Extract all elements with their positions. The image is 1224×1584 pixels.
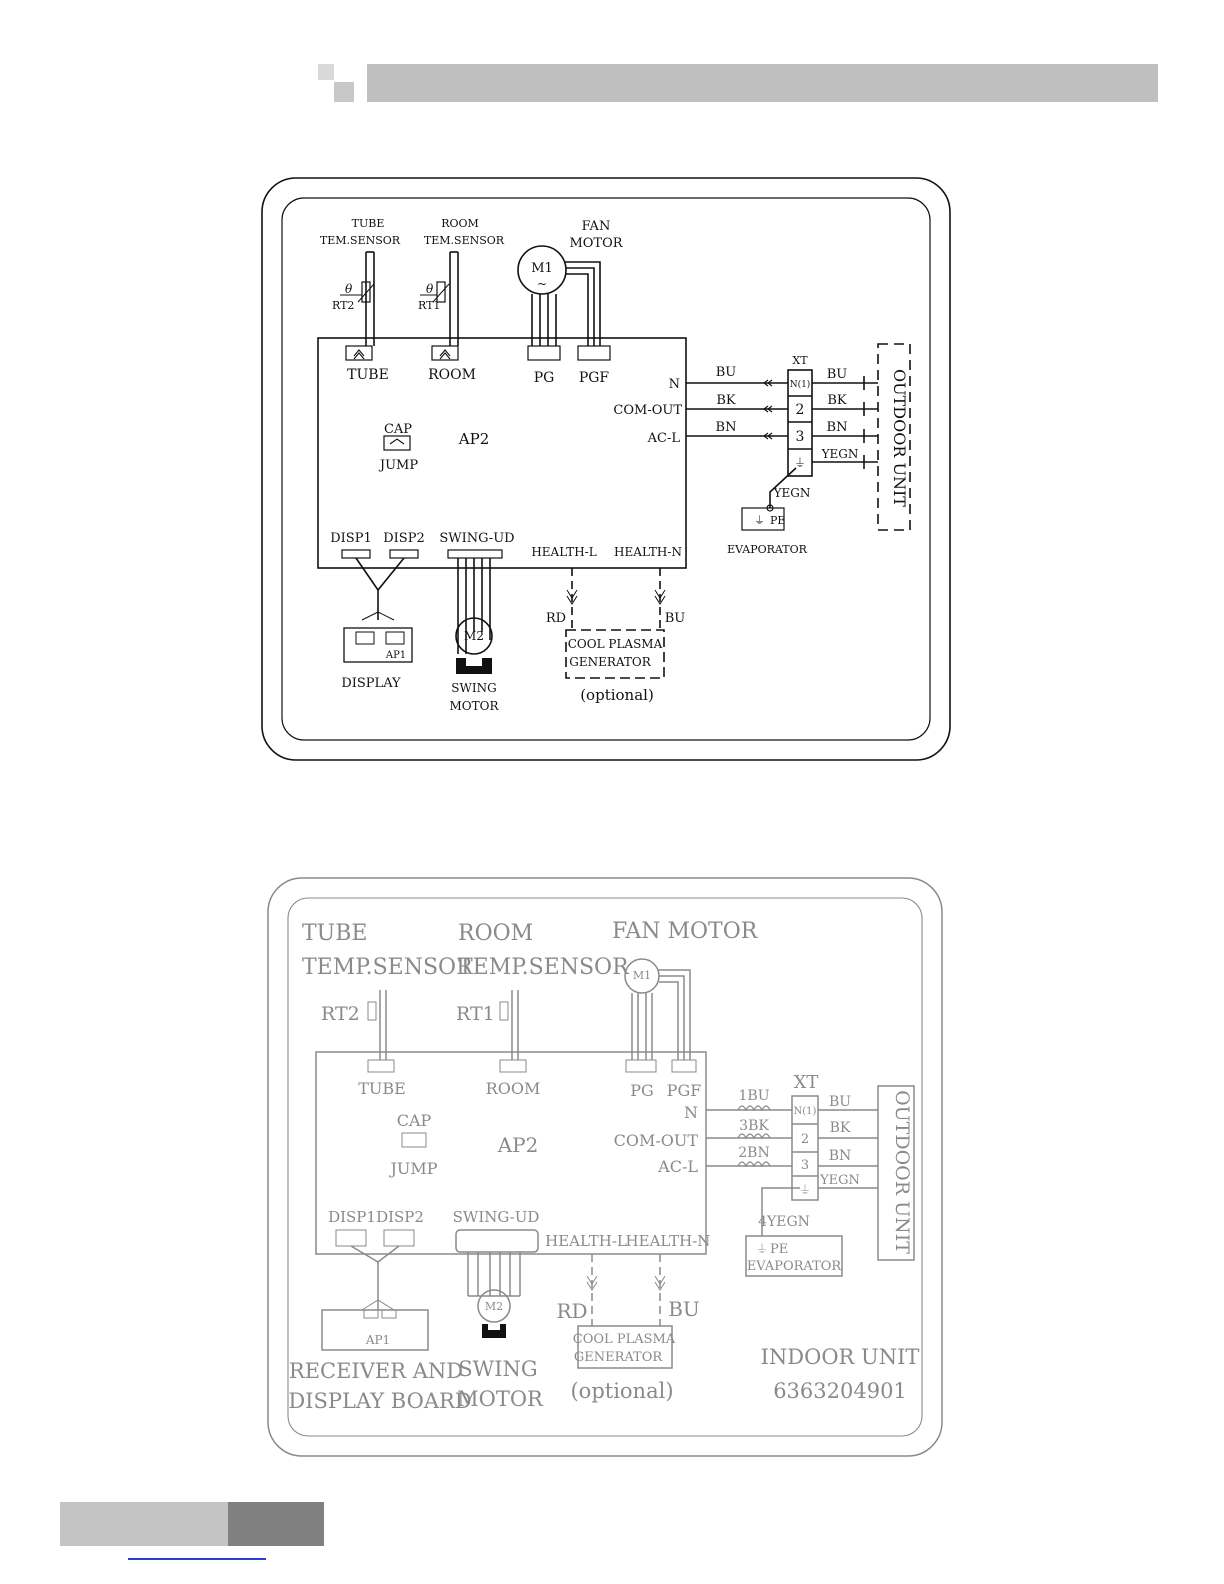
d1-wire-bn: BN [715, 420, 737, 435]
d2-rt1: RT1 [456, 1003, 495, 1025]
d1-room-sensor-line2: TEM.SENSOR [423, 234, 505, 247]
d2-disp1: DISP1 [328, 1208, 376, 1226]
d2-ac-l: AC-L [658, 1157, 698, 1176]
d1-disp1: DISP1 [330, 531, 372, 546]
d2-optional: (optional) [570, 1379, 674, 1403]
d2-wire-3bk: 3BK [739, 1118, 769, 1134]
d1-fan-line1: FAN [581, 219, 611, 234]
d1-xt: XT [792, 354, 808, 367]
d2-pgf: PGF [666, 1081, 702, 1100]
d1-com-out: COM-OUT [613, 403, 682, 418]
d2-out-yegn: YEGN [820, 1173, 860, 1188]
d1-jump: JUMP [379, 458, 419, 473]
d2-receiver-line1: RECEIVER AND [288, 1359, 464, 1383]
d1-ap1: AP1 [385, 650, 407, 661]
d2-rt2: RT2 [321, 1003, 360, 1025]
wiring-diagram-1 [0, 0, 1224, 780]
d1-cap: CAP [383, 422, 413, 437]
d1-t1: N(1) [789, 380, 811, 390]
d2-health-l: HEALTH-L [545, 1232, 627, 1250]
d1-ap2: AP2 [458, 430, 490, 448]
d2-swing-ud: SWING-UD [452, 1208, 540, 1226]
d1-evaporator: EVAPORATOR [727, 543, 807, 556]
d1-pe: PE [770, 514, 786, 527]
footer-bar-dark [228, 1502, 324, 1546]
d1-display: DISPLAY [341, 676, 401, 691]
d1-health-n: HEALTH-N [614, 545, 682, 559]
d1-pg-connector: PG [533, 370, 555, 386]
d1-wire-bu: BU [715, 365, 737, 380]
d2-fan-motor: FAN MOTOR [612, 919, 758, 944]
d2-indoor-unit: INDOOR UNIT [760, 1345, 920, 1369]
d1-n: N [668, 377, 680, 392]
d1-tube-connector: TUBE [347, 367, 389, 383]
d2-out-bu: BU [828, 1094, 852, 1110]
d2-m2: M2 [484, 1300, 504, 1313]
d1-outdoor-unit: OUTDOOR UNIT [890, 369, 909, 507]
d2-receiver-line2: DISPLAY BOARD [288, 1389, 472, 1413]
d1-m1: M1 [531, 261, 553, 276]
d1-plasma-line1: COOL PLASMA [567, 637, 663, 651]
d2-swing-line2: MOTOR [457, 1387, 543, 1411]
d1-out-bk: BK [827, 393, 847, 408]
d1-t2: 2 [795, 402, 805, 418]
d1-theta-2: θ [426, 282, 434, 296]
d2-pe: PE [770, 1242, 789, 1257]
wiring-diagram-2 [0, 860, 1224, 1480]
d1-swing-ud: SWING-UD [439, 531, 515, 546]
d1-plasma-line2: GENERATOR [569, 655, 651, 669]
d2-tube: TUBE [358, 1079, 406, 1098]
d1-rt2: RT2 [332, 299, 355, 312]
d1-rd: RD [545, 611, 567, 626]
d1-optional: (optional) [580, 686, 654, 704]
d2-evaporator: EVAPORATOR [746, 1259, 842, 1274]
d1-pe-yegn: YEGN [773, 486, 811, 500]
d1-swing-line2: MOTOR [449, 699, 499, 713]
d1-tube-sensor-line1: TUBE [351, 217, 385, 230]
d2-wire-2bn: 2BN [738, 1145, 770, 1161]
d2-ap2: AP2 [497, 1133, 539, 1157]
d2-wire-1bu: 1BU [738, 1088, 770, 1104]
d1-t3: 3 [795, 429, 805, 445]
d1-out-bn: BN [826, 420, 848, 435]
d2-m1: M1 [632, 969, 652, 982]
d1-health-l: HEALTH-L [531, 545, 597, 559]
footer-bar-light [60, 1502, 228, 1546]
d1-pgf-connector: PGF [578, 370, 610, 386]
d1-ac-l: AC-L [647, 431, 680, 446]
d1-pe-ground: ⏚ [754, 514, 765, 527]
d2-room: ROOM [485, 1079, 541, 1098]
d2-room-line1: ROOM [458, 921, 534, 946]
d2-ground-symbol: ⏚ [798, 1183, 812, 1197]
d1-m1-tilde: ~ [536, 277, 548, 291]
swing-motor-base [456, 658, 492, 674]
footer-link-underline[interactable] [128, 1558, 266, 1560]
d1-bu-plasma: BU [664, 611, 686, 626]
d2-com-out: COM-OUT [613, 1131, 698, 1150]
d2-pg: PG [630, 1081, 654, 1100]
d2-swing-motor-base [482, 1324, 506, 1338]
d1-out-yegn: YEGN [821, 447, 859, 461]
d2-tube-line1: TUBE [302, 921, 368, 946]
d2-ap1: AP1 [365, 1333, 391, 1347]
d1-ground-symbol: ⏚ [793, 456, 807, 470]
d2-swing-line1: SWING [458, 1357, 538, 1381]
d2-outdoor-unit: OUTDOOR UNIT [891, 1090, 913, 1254]
d2-rd: RD [556, 1299, 588, 1323]
d2-n: N [684, 1103, 698, 1122]
d1-swing-line1: SWING [451, 681, 497, 695]
d1-fan-line2: MOTOR [569, 236, 623, 251]
d2-tube-line2: TEMP.SENSOR [302, 955, 473, 980]
d1-rt1: RT1 [418, 299, 441, 312]
d2-plasma-line2: GENERATOR [573, 1350, 663, 1365]
d1-wire-bk: BK [716, 393, 736, 408]
d2-bu-plasma: BU [668, 1297, 700, 1321]
d2-4yegn: 4YEGN [758, 1214, 810, 1230]
d2-t2: 2 [800, 1132, 810, 1147]
d1-room-connector: ROOM [428, 367, 476, 383]
d2-t1: N(1) [793, 1106, 817, 1117]
d1-tube-sensor-line2: TEM.SENSOR [319, 234, 401, 247]
d2-room-line2: TEMP.SENSOR [458, 955, 629, 980]
d1-disp2: DISP2 [383, 531, 425, 546]
d2-health-n: HEALTH-N [625, 1232, 711, 1250]
d2-pe-ground: ⏚ [756, 1242, 769, 1256]
d1-theta-1: θ [345, 282, 353, 296]
d1-room-sensor-line1: ROOM [441, 217, 479, 230]
d2-xt: XT [793, 1072, 819, 1093]
d2-cap: CAP [396, 1111, 432, 1130]
d2-t3: 3 [800, 1158, 810, 1173]
d2-plasma-line1: COOL PLASMA [572, 1332, 676, 1347]
d2-disp2: DISP2 [376, 1208, 424, 1226]
d2-out-bn: BN [828, 1148, 852, 1164]
d1-m2: M2 [464, 629, 484, 643]
d2-jump: JUMP [390, 1159, 438, 1178]
d1-out-bu: BU [826, 367, 848, 382]
d2-out-bk: BK [829, 1120, 851, 1136]
d2-part-number: 6363204901 [773, 1379, 907, 1403]
